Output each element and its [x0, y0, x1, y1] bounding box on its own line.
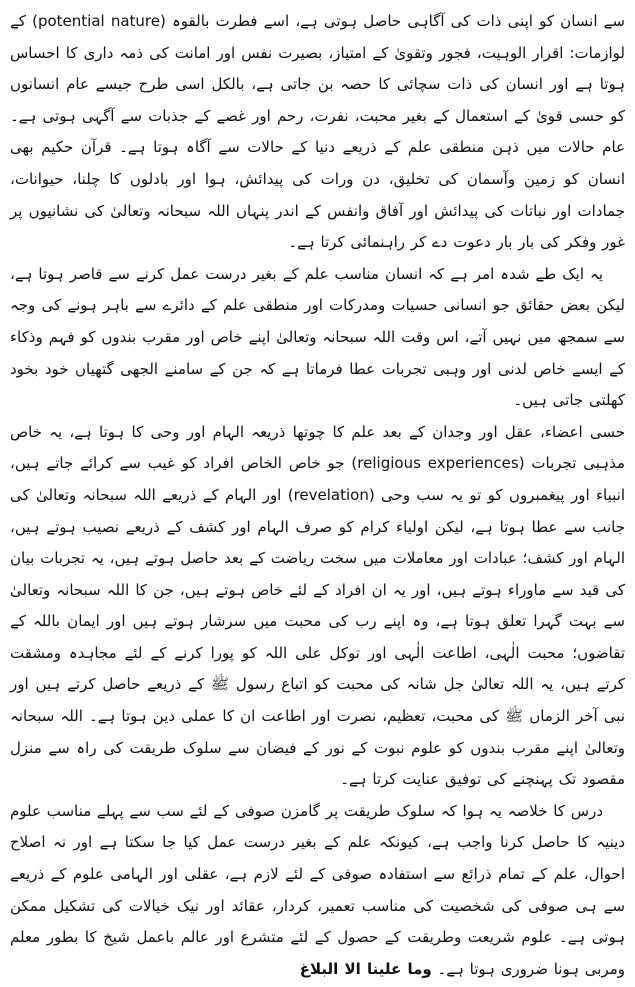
paragraph-3: حسی اعضاء، عقل اور وجدان کے بعد علم کا چوتھا ذریعہ الہام اور وحی کا ہوتا ہے، یہ خاص مذہبی تجربات (religious experiences) جو خاص الخاص افراد کو غیب سے کرائے جاتے ہیں، انبیاء اور پیغمبروں کو تو یہ سب وحی (revelation) اور الہام کے ذریعے اللہ سبحانہ وتعالیٰ کی جانب سے عطا ہوتا ہے، لیکن اولیاء کرام کو صرف الہام اور کشف کے ذریعے نصیب ہوتے ہیں، الہام اور کشف؛ عبادات اور معاملات میں سخت ریاضت کے بعد حاصل ہوتے ہیں، یہ تجربات بیان کی قید سے ماوراء ہوتے ہیں، اور یہ ان افراد کے لئے خاص ہوتے ہیں، جن کا اللہ سبحانہ وتعالیٰ سے بہت گہرا تعلق ہوتا ہے، وہ اپنے رب کی محبت میں سرشار ہوتے ہیں اور ایمان باللہ کے تقاضوں؛ محبت الٰہی، اطاعت الٰہی اور توکل علی اللہ کو پورا کرنے کے لئے مجاہدہ ومشقت کرتے ہیں، یہ اللہ تعالیٰ جل شانہ کی محبت کو اتباع رسول ﷺ کے ذریعے حاصل کرتے ہیں اور نبی آخر الزماں ﷺ کی محبت، تعظیم، نصرت اور اطاعت ان کا عملی دین ہوتا ہے۔ اللہ سبحانہ وتعالیٰ اپنے مقرب بندوں کو علوم نبوت کے نور کے فیضان سے سلوک طریقت کی راہ سے منزل مقصود تک پہنچنے کی توفیق عنایت کرتا ہے۔ — [10, 422, 625, 789]
paragraph-4 — [10, 796, 625, 986]
paragraph-4-text: درس کا خلاصہ یہ ہوا کہ سلوک طریقت پر گامزن صوفی کے لئے سب سے پہلے مناسب علوم دینیہ کا حاصل کرنا واجب ہے، کیونکہ علم کے بغیر درست عمل کیا جا سکتا ہے اور نہ اصلاح احوال، علم کے تمام ذرائع سے استفادہ صوفی کے لئے لازم ہے، عقلی اور الہامی علوم کے ذریعے سے ہی صوفی کی شخصیت کی مناسب تعمیر، کردار، عقائد اور نیک خیالات کی تشکیل ممکن ہوتی ہے۔ علوم شریعت وطریقت کے حصول کے لئے متشرع اور عالم باعمل شیخ کا بطور معلم ومربی ہونا ضروری ہوتا ہے۔ — [10, 801, 625, 978]
paragraph-2: یہ ایک طے شدہ امر ہے کہ انسان مناسب علم کے بغیر درست عمل کرنے سے قاصر ہوتا ہے، لیکن بعض حقائق جو انسانی حسیات ومدرکات اور منطقی علم کے دائرے سے باہر ہونے کی وجہ سے سمجھ میں نہیں آتے، اس وقت اللہ سبحانہ وتعالیٰ اپنے خاص اور مقرب بندوں کو فہم وذکاء کے ایسے خاص لدنی اور وہبی تجربات عطا فرماتا ہے کہ جن کے سامنے الجھی گتھیاں خود بخود کھلتی جاتی ہیں۔ — [10, 264, 625, 410]
closing-phrase: وما علینا الا البلاغ — [299, 959, 432, 978]
paragraph-1: سے انسان کو اپنی ذات کی آگاہی حاصل ہوتی ہے، اسے فطرت بالقوہ (potential nature) کے لوازمات: اقرار الوہیت، فجور وتقویٰ کے امتیاز، بصیرت نفس اور امانت کی ذمہ داری کا احساس ہوتا ہے اور انسان کی ذات سچائی کا حصہ بن جاتی ہے، بالکل اسی طرح جیسے عام انسانوں کو حسی قویٰ کے استعمال کے بغیر محبت، نفرت، رحم اور غصے کے جذبات سے آگہی ہوتی ہے۔ عام حالات میں ذہن منطقی علم کے ذریعے دنیا کے حالات سے آگاہ ہوتا ہے۔ قرآن حکیم بھی انسان کو زمین وآسمان کی تخلیق، دن ورات کی پیدائش، ہوا اور بادلوں کا چلنا، حیوانات، جمادات اور نباتات کی پیدائش اور آفاق وانفس کے اندر پنہاں اللہ سبحانہ وتعالیٰ کی نشانیوں پر غور وفکر کی بار بار دعوت دے کر راہنمائی کرتا ہے۔ — [10, 12, 625, 252]
